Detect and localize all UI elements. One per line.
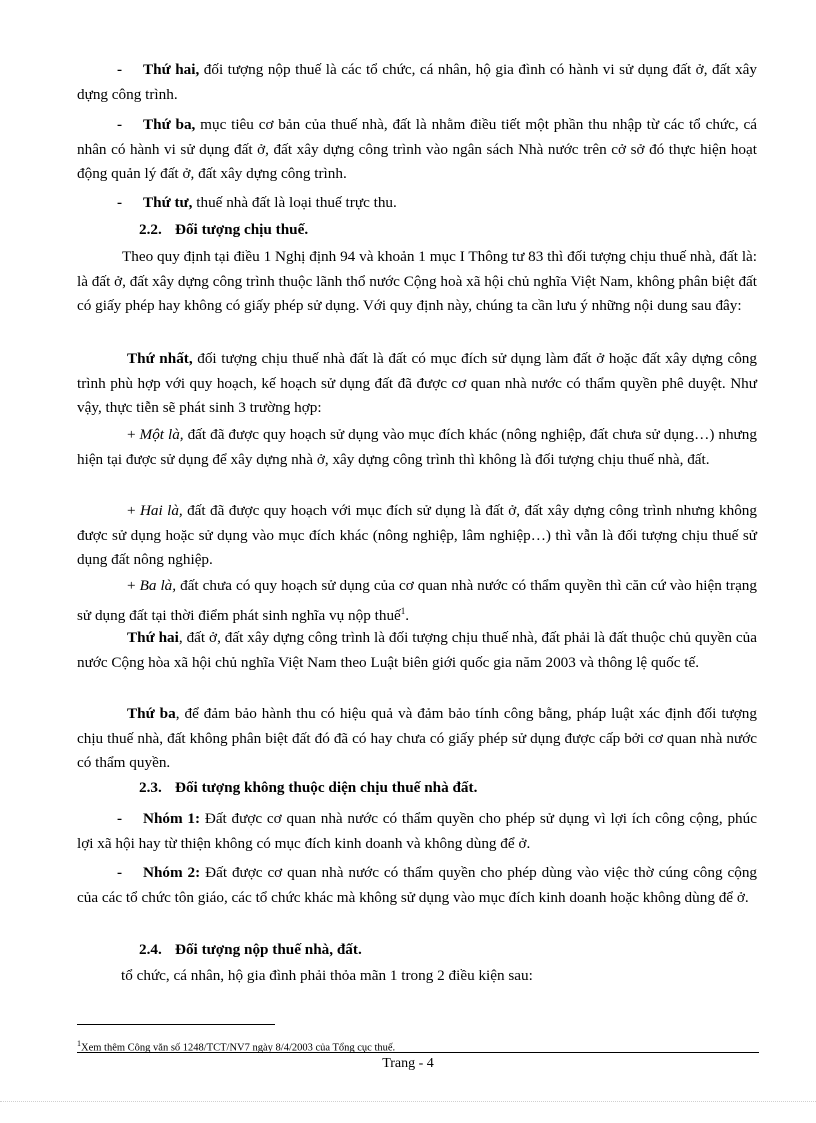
paragraph-to-chuc [77,964,757,989]
paragraph-thu-tu [77,191,757,216]
bold-lead: Thứ hai, [143,61,200,78]
page-edge-divider [0,1101,816,1102]
paragraph-nhom-1 [77,807,757,856]
footer-rule [77,1052,759,1053]
bold-lead: Nhóm 2: [143,864,201,881]
paragraph-text: thuế nhà đất là loại thuế trực thu. [192,194,397,211]
paragraph-text: , đất ở, đất xây dựng công trình là đối tượng chịu thuế nhà, đất phải là đất thuộc chủ quyền của nước Cộng hòa xã hội chủ nghĩa Việt Nam theo Luật biên giới quốc gia năm 2003 và thông lệ quốc tế. [77,629,757,671]
paragraph-thu-nhat [77,347,757,421]
footnote-mark: 1 [77,1039,81,1048]
paragraph-thu-ba [77,702,757,776]
section-title: Đối tượng nộp thuế nhà, đất. [175,941,362,958]
paragraph-text: Theo quy định tại điều 1 Nghị định 94 và khoản 1 mục I Thông tư 83 thì đối tượng chịu thuế nhà, đất là: là đất ở, đất xây dựng công trình thuộc lãnh thổ nước Cộng hoà xã hội chủ nghĩa Việt Nam, không phân biệt đất có giấy phép hay không có giấy phép sử dụng. Với quy định này, chúng ta cần lưu ý những nội dung sau đây: [77,248,757,314]
bold-lead: Thứ hai [127,629,179,646]
paragraph-nhom-2 [77,861,757,910]
list-dash: - [117,194,123,211]
paragraph-thu-hai-intro [77,58,757,107]
bold-lead: Thứ ba [127,705,176,722]
section-number: 2.3. [139,779,162,796]
paragraph-mot-la [77,423,757,472]
paragraph-text: đất đã được quy hoạch với mục đích sử dụng là đất ở, đất xây dựng công trình nhưng không được sử dụng hoặc sử dụng vào mục đích khác (nông nghiệp, lâm nghiệp…) thì vẫn là đối tượng chịu thuế sử dụng đất nông nghiệp. [77,502,757,568]
section-heading-2-3 [139,776,477,800]
bold-lead: Thứ ba, [143,116,196,133]
footnote-text: Xem thêm Công văn số 1248/TCT/NV7 ngày 8/4/2003 của Tổng cục thuế. [81,1042,396,1054]
list-dash: - [117,116,123,133]
paragraph-text: đối tượng nộp thuế là các tổ chức, cá nhân, hộ gia đình có hành vi sử dụng đất ở, đất xây dựng công trình. [77,61,757,103]
paragraph-ba-la [77,574,757,628]
paragraph-text: đất đã được quy hoạch sử dụng vào mục đích khác (nông nghiệp, đất chưa sử dụng…) nhưng hiện tại được sử dụng để xây dựng nhà ở, xây dựng công trình thì không là đối tượng chịu thuế nhà, đất. [77,426,757,468]
list-dash: - [117,810,123,827]
list-dash: - [117,61,123,78]
plus-marker: + [127,502,140,519]
paragraph-text: mục tiêu cơ bản của thuế nhà, đất là nhằm điều tiết một phần thu nhập từ các tổ chức, cá nhân có hành vi sử dụng đất ở, đất xây dựng công trình vào ngân sách Nhà nước trên cở sở đó thực hiện hoạt động quản lý đất ở, đất xây dựng công trình. [77,116,757,182]
section-title: Đối tượng không thuộc diện chịu thuế nhà đất. [175,779,478,796]
italic-lead: Ba là, [139,577,177,594]
paragraph-thu-hai [77,626,757,675]
paragraph-text: Đất được cơ quan nhà nước có thẩm quyền cho phép sử dụng vì lợi ích công cộng, phúc lợi xã hội hay từ thiện không có mục đích kinh doanh và không dùng để ở. [77,810,757,852]
paragraph-text: Đất được cơ quan nhà nước có thẩm quyền cho phép dùng vào việc thờ cúng công cộng của các tổ chức tôn giáo, các tổ chức khác mà không sử dụng vào mục đích kinh doanh hoặc không dùng để ở. [77,864,758,906]
page-number: Trang - 4 [382,1056,434,1071]
paragraph-theo-quy-dinh [77,245,757,319]
paragraph-text: tổ chức, cá nhân, hộ gia đình phải thỏa mãn 1 trong 2 điều kiện sau: [121,967,533,984]
footnote-separator [77,1024,275,1025]
italic-lead: Một là, [139,426,184,443]
section-heading-2-4 [139,938,362,962]
italic-lead: Hai là, [139,502,183,519]
bold-lead: Nhóm 1: [143,810,201,827]
section-number: 2.2. [139,221,162,238]
plus-marker: + [127,577,140,594]
paragraph-hai-la [77,499,757,573]
bold-lead: Thứ nhất, [127,350,193,367]
section-title: Đối tượng chịu thuế. [175,221,309,238]
section-number: 2.4. [139,941,162,958]
paragraph-end: . [405,606,410,624]
paragraph-text: , để đảm bảo hành thu có hiệu quả và đảm bảo tính công bằng, pháp luật xác định đối tượng chịu thuế nhà, đất không phân biệt đất đó đã có hay chưa có giấy phép sử dụng được cấp bởi cơ quan nhà nước có thẩm quyền. [77,705,757,771]
list-dash: - [117,864,123,881]
paragraph-text: đối tượng chịu thuế nhà đất là đất có mục đích sử dụng làm đất ở hoặc đất xây dựng công trình phù hợp với quy hoạch, kế hoạch sử dụng đất đã được cơ quan nhà nước có thẩm quyền phê duyệt. Như vậy, thực tiễn sẽ phát sinh 3 trường hợp: [77,350,757,416]
footnote-reference: 1 [400,605,406,616]
bold-lead: Thứ tư, [143,194,193,211]
section-heading-2-2 [139,218,308,242]
plus-marker: + [127,426,140,443]
paragraph-text: đất chưa có quy hoạch sử dụng của cơ quan nhà nước có thẩm quyền thì căn cứ vào hiện trạng sử dụng đất tại thời điểm phát sinh nghĩa vụ nộp thuế [77,577,757,624]
paragraph-thu-ba-intro [77,113,757,187]
